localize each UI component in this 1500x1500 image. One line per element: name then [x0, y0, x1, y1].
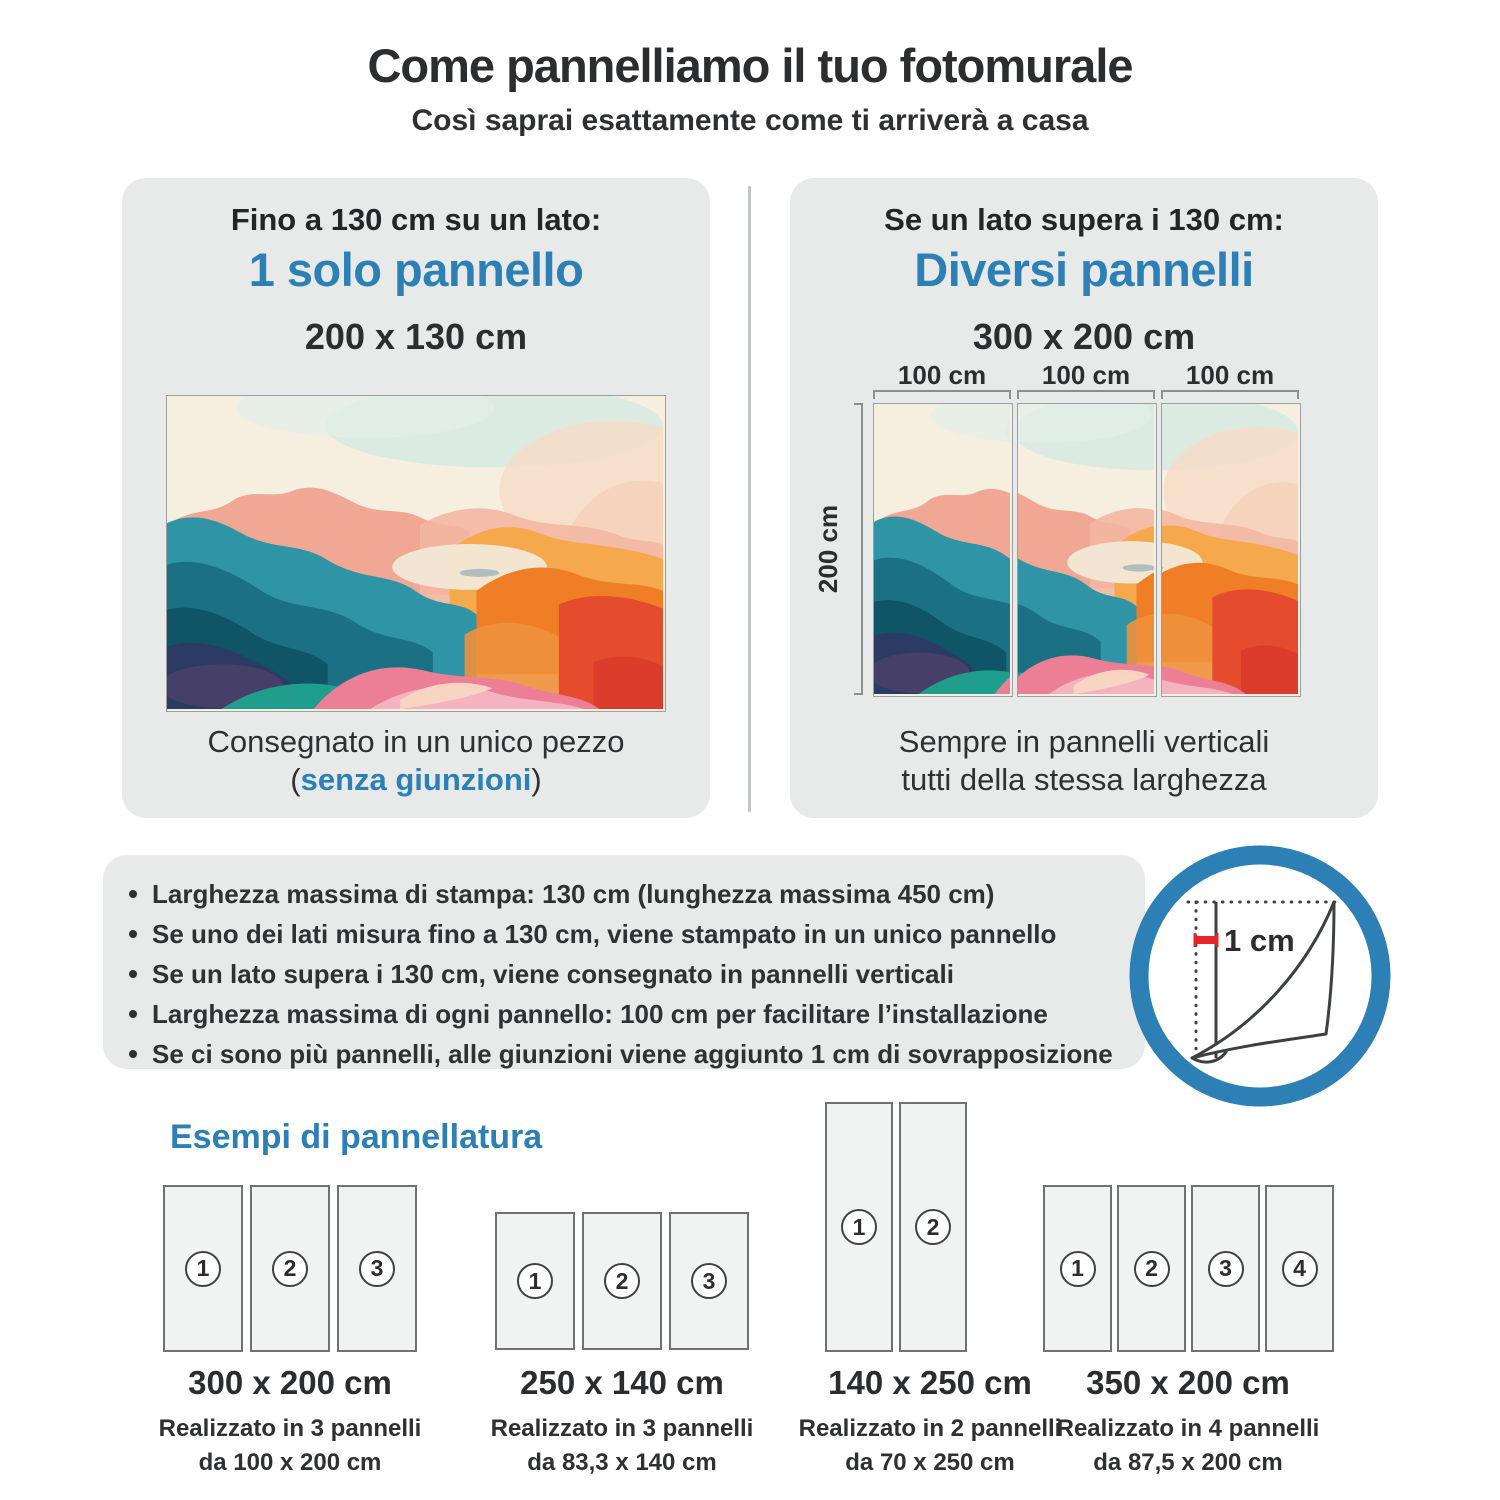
- multi-panel-card: [790, 178, 1378, 818]
- panel-width-label-1: 100 cm: [897, 360, 987, 390]
- example-panel: [899, 1102, 967, 1352]
- example-detail-line2: da 70 x 250 cm: [845, 1449, 1015, 1476]
- note-bullet-row: [103, 876, 1145, 916]
- single-panel-card: [122, 178, 710, 818]
- example-size: 350 x 200 cm: [1086, 1364, 1290, 1401]
- width-measure-line-2: [1017, 390, 1155, 401]
- panel-height-label: 200 cm: [813, 504, 843, 594]
- example-caption-4: [1028, 1364, 1348, 1480]
- page-title: Come pannelliamo il tuo fotomurale: [367, 39, 1133, 92]
- cards-divider: [748, 186, 751, 812]
- panel-width-label-3: 100 cm: [1185, 360, 1275, 390]
- single-panel-artwork: [166, 395, 666, 712]
- panel-number-badge: 1: [841, 1209, 877, 1245]
- example-detail-line2: da 83,3 x 140 cm: [527, 1449, 717, 1476]
- panel-width-label-2: 100 cm: [1041, 360, 1131, 390]
- example-panel: [669, 1212, 749, 1350]
- artwork-panel-2: [1017, 403, 1157, 697]
- note-bullet-row: [103, 956, 1145, 996]
- example-size: 300 x 200 cm: [188, 1364, 392, 1401]
- note-text: Se uno dei lati misura fino a 130 cm, viene stampato in un unico pannello: [152, 919, 1057, 949]
- artwork-panel-3: [1161, 403, 1301, 697]
- example-panels-1: [163, 1185, 417, 1352]
- panel-number-badge: 2: [272, 1251, 308, 1287]
- page-subtitle: Così saprai esattamente come ti arriverà a casa: [411, 104, 1089, 137]
- example-panel: [1191, 1185, 1260, 1352]
- example-panel: [582, 1212, 662, 1350]
- example-panel: [337, 1185, 417, 1352]
- example-detail-line1: Realizzato in 3 pannelli: [158, 1415, 422, 1442]
- panel-number-badge: 1: [517, 1263, 553, 1299]
- width-measure-line-3: [1161, 390, 1299, 401]
- example-panel: [163, 1185, 243, 1352]
- single-panel-caption: [122, 723, 710, 799]
- example-detail-line1: Realizzato in 4 pannelli: [1056, 1415, 1320, 1442]
- note-text: Larghezza massima di stampa: 130 cm (lunghezza massima 450 cm): [152, 879, 995, 909]
- example-caption-1: [130, 1364, 450, 1480]
- single-panel-size: 200 x 130 cm: [304, 316, 528, 357]
- note-text: Se ci sono più pannelli, alle giunzioni viene aggiunto 1 cm di sovrapposizione: [152, 1039, 1113, 1069]
- multi-panel-size: 300 x 200 cm: [972, 316, 1196, 357]
- width-measure-line-1: [873, 390, 1011, 401]
- examples-heading: Esempi di pannellatura: [170, 1118, 543, 1156]
- single-caption-line1: Consegnato in un unico pezzo: [207, 724, 625, 759]
- no-seams-highlight: senza giunzioni: [300, 762, 532, 797]
- notes-panel: [103, 855, 1145, 1069]
- multi-panel-caption: [790, 723, 1378, 799]
- panel-number-badge: 3: [359, 1251, 395, 1287]
- note-text: Se un lato supera i 130 cm, viene consegnato in pannelli verticali: [152, 959, 954, 989]
- example-panel: [495, 1212, 575, 1350]
- panel-number-badge: 4: [1282, 1251, 1318, 1287]
- notes-list: [103, 855, 1145, 1076]
- note-text: Larghezza massima di ogni pannello: 100 cm per facilitare l’installazione: [152, 999, 1048, 1029]
- example-panels-4: [1043, 1185, 1334, 1352]
- bullet-dot: [129, 930, 137, 938]
- artwork-panel-1: [873, 403, 1013, 697]
- example-detail-line1: Realizzato in 3 pannelli: [490, 1415, 754, 1442]
- single-panel-condition: Fino a 130 cm su un lato:: [230, 202, 602, 237]
- note-bullet-row: [103, 996, 1145, 1036]
- paren-open: (: [290, 762, 301, 797]
- panel-number-badge: 3: [691, 1263, 727, 1299]
- height-measure-line: [852, 403, 863, 695]
- multi-caption-line2: tutti della stessa larghezza: [901, 762, 1267, 797]
- example-panels-2: [495, 1212, 749, 1350]
- example-panel: [250, 1185, 330, 1352]
- bullet-dot: [129, 970, 137, 978]
- note-bullet-row: [103, 916, 1145, 956]
- single-panel-title: 1 solo pannello: [248, 243, 584, 296]
- example-panel: [1043, 1185, 1112, 1352]
- example-detail-line2: da 100 x 200 cm: [198, 1449, 382, 1476]
- bullet-dot: [129, 1050, 137, 1058]
- example-panel: [1117, 1185, 1186, 1352]
- overlap-label: 1 cm: [1224, 923, 1295, 958]
- example-panel: [825, 1102, 893, 1352]
- overlap-curl-icon: [1128, 844, 1392, 1108]
- example-size: 140 x 250 cm: [828, 1364, 1032, 1401]
- example-detail-line2: da 87,5 x 200 cm: [1093, 1449, 1283, 1476]
- panel-number-badge: 3: [1208, 1251, 1244, 1287]
- example-detail-line1: Realizzato in 2 pannelli: [798, 1415, 1062, 1442]
- single-caption-line2: [122, 761, 710, 799]
- note-bullet-row: [103, 1036, 1145, 1076]
- bullet-dot: [129, 890, 137, 898]
- example-panel: [1265, 1185, 1334, 1352]
- multi-panel-condition: Se un lato supera i 130 cm:: [884, 202, 1284, 237]
- example-size: 250 x 140 cm: [520, 1364, 724, 1401]
- paren-close: ): [531, 762, 542, 797]
- example-panels-3: [825, 1102, 967, 1352]
- curl-icon-circle: [1139, 855, 1381, 1097]
- panel-number-badge: 2: [604, 1263, 640, 1299]
- panel-number-badge: 2: [1134, 1251, 1170, 1287]
- multi-caption-line1: Sempre in pannelli verticali: [898, 724, 1270, 759]
- multi-panel-title: Diversi pannelli: [914, 243, 1254, 296]
- panel-number-badge: 2: [915, 1209, 951, 1245]
- example-caption-2: [462, 1364, 782, 1480]
- panel-number-badge: 1: [1060, 1251, 1096, 1287]
- panel-number-badge: 1: [185, 1251, 221, 1287]
- bullet-dot: [129, 1010, 137, 1018]
